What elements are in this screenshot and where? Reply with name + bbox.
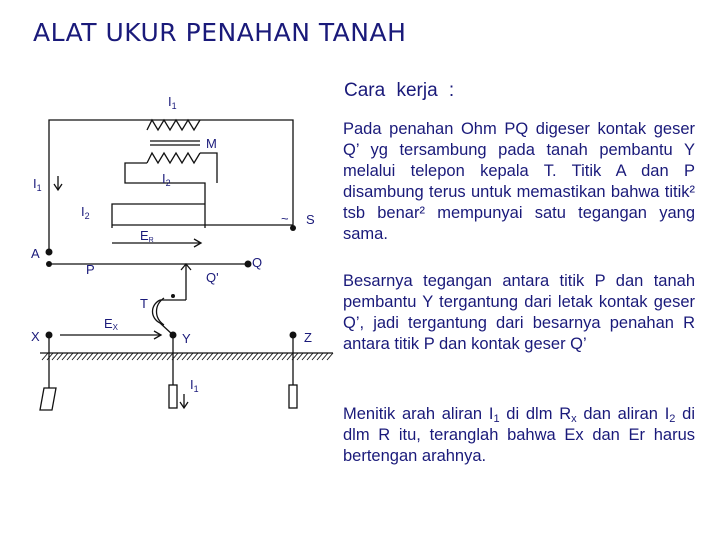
ground-hatch-mark — [162, 353, 168, 360]
ground-hatch-mark — [72, 353, 78, 360]
label-x: X — [31, 329, 40, 344]
ground-hatch-mark — [142, 353, 148, 360]
label-i1-left: $I_1$ — [33, 176, 42, 193]
label-m: M — [206, 136, 217, 151]
label-s: S — [306, 212, 315, 227]
ground-hatch-mark — [202, 353, 208, 360]
er-arrow — [112, 239, 201, 247]
transformer-core — [150, 141, 200, 145]
ground-hatch-mark — [87, 353, 93, 360]
i1-left-arrow — [54, 176, 62, 190]
electrode-x — [40, 335, 56, 410]
ground-hatch-mark — [132, 353, 138, 360]
p3-part4: di dlm R itu, teranglah bahwa Ex dan Er harus bertengan arahnya. — [343, 405, 695, 465]
ground-hatch-mark — [112, 353, 118, 360]
p3-part3: dan aliran I — [576, 405, 670, 423]
ground-hatch-mark — [272, 353, 278, 360]
p3-sub1: 1 — [493, 413, 500, 425]
i1-bottom-arrow — [180, 394, 188, 408]
ground-hatch-mark — [227, 353, 233, 360]
top-loop-wires — [49, 120, 293, 252]
ground-hatch-mark — [327, 353, 333, 360]
terminal-z — [290, 332, 297, 339]
electrode-y — [169, 335, 177, 408]
paragraph-1: Pada penahan Ohm PQ digeser kontak geser Q’ yg tersambung pada tanah pembantu Y melalui telepon kepala T. Titik A dan P disambung terus untuk memastikan bahwa titik² tsb benar² mempunyai satu tegangan yang sama. — [343, 120, 695, 243]
label-i2-left: $I_2$ — [81, 204, 90, 221]
ground-hatch-mark — [317, 353, 323, 360]
ground-hatch-mark — [157, 353, 163, 360]
ground-hatch-mark — [287, 353, 293, 360]
ground-hatch-mark — [312, 353, 318, 360]
ground-hatch-mark — [82, 353, 88, 360]
ground-hatch-mark — [117, 353, 123, 360]
ground-hatch-mark — [297, 353, 303, 360]
ground-hatch-mark — [237, 353, 243, 360]
ground-hatch-mark — [197, 353, 203, 360]
ground-hatch-mark — [67, 353, 73, 360]
ground-hatch-mark — [47, 353, 53, 360]
label-q: Q — [252, 255, 263, 270]
p3-sub2: x — [571, 413, 577, 425]
label-i1-top: $I_1$ — [168, 94, 177, 111]
electrode-z — [289, 335, 297, 408]
ground-hatch-mark — [242, 353, 248, 360]
ground-hatch-mark — [52, 353, 58, 360]
ground-hatch-mark — [267, 353, 273, 360]
ground-hatch-mark — [62, 353, 68, 360]
ground-hatch-mark — [207, 353, 213, 360]
label-i1-bottom: $I_1$ — [190, 377, 199, 394]
terminal-x — [46, 332, 53, 339]
ground-hatch-mark — [57, 353, 63, 360]
p3-part2: di dlm R — [499, 405, 572, 423]
ground-hatch-mark — [192, 353, 198, 360]
ground-hatch-mark — [322, 353, 328, 360]
ground-hatch-mark — [102, 353, 108, 360]
ground-hatch-mark — [152, 353, 158, 360]
ground-hatch-mark — [262, 353, 268, 360]
lower-resistor — [125, 153, 217, 228]
ground-hatch-mark — [127, 353, 133, 360]
terminal-p — [46, 261, 52, 267]
paragraph-2: Besarnya tegangan antara titik P dan tanah pembantu Y tergantung dari letak kontak geser Q’, jadi tergantung dari besarnya penahan R antara titik P dan kontak geser Q’ — [343, 272, 695, 353]
label-p: P — [86, 262, 95, 277]
ground-hatch-mark — [217, 353, 223, 360]
ground-hatch-mark — [167, 353, 173, 360]
label-z: Z — [304, 330, 312, 345]
paragraph-3 — [343, 404, 695, 467]
slider-q-prime — [181, 264, 191, 300]
label-q-prime: Q' — [206, 270, 219, 285]
ground-hatch-mark — [107, 353, 113, 360]
p3-sub3: 2 — [669, 413, 676, 425]
ground-hatch-mark — [302, 353, 308, 360]
terminal-a — [46, 249, 53, 256]
ground-hatch-mark — [92, 353, 98, 360]
ground-hatch-mark — [97, 353, 103, 360]
ex-arrow — [60, 331, 161, 339]
label-t: T — [140, 296, 148, 311]
ground-hatch-mark — [137, 353, 143, 360]
ground-hatch-mark — [42, 353, 48, 360]
p3-part1: Menitik arah aliran I — [343, 405, 494, 423]
ground-hatch-mark — [277, 353, 283, 360]
ground-hatch-mark — [147, 353, 153, 360]
ground-hatch-mark — [252, 353, 258, 360]
ground-hatch-mark — [222, 353, 228, 360]
terminal-y — [170, 332, 177, 339]
ground-hatch-mark — [307, 353, 313, 360]
ground-hatch-mark — [232, 353, 238, 360]
ground-line — [40, 353, 333, 360]
terminal-t — [171, 294, 175, 298]
ground-hatch-mark — [282, 353, 288, 360]
ground-hatch-mark — [177, 353, 183, 360]
label-a: A — [31, 246, 40, 261]
ground-hatch-mark — [212, 353, 218, 360]
ground-hatch-mark — [257, 353, 263, 360]
ground-hatch-mark — [122, 353, 128, 360]
terminal-s — [290, 225, 296, 231]
terminal-q — [245, 261, 252, 268]
label-tilde: ~ — [281, 211, 289, 226]
ground-hatch-mark — [247, 353, 253, 360]
ground-hatch-mark — [182, 353, 188, 360]
upper-resistor — [147, 120, 200, 130]
label-y: Y — [182, 331, 191, 346]
section-heading: Cara kerja : — [344, 80, 455, 101]
label-i2-inner: $I_2$ — [162, 171, 171, 188]
label-ex: EX — [104, 316, 119, 332]
page-title: ALAT UKUR PENAHAN TANAH — [33, 18, 407, 47]
ground-hatch-mark — [77, 353, 83, 360]
headphone-t — [153, 298, 187, 335]
i2-loop-wires — [112, 204, 293, 228]
ground-hatch-mark — [187, 353, 193, 360]
label-er: ER — [140, 228, 154, 244]
